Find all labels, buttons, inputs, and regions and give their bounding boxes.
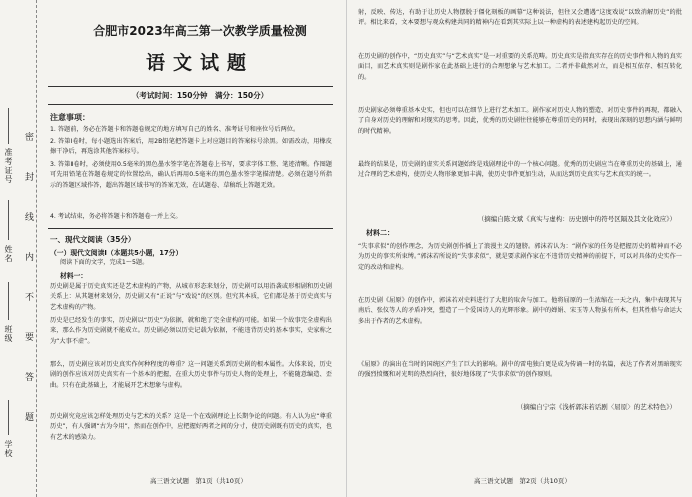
passage-paragraph: 历史剧家必须尊重基本史实，但也可以在细节上进行艺术加工。剧作家对历史人物的塑造、对历史事件的再现，都融入了自身对历史的理解和对现实的思考。因此，优秀的历史剧往往能够在尊重历史的同时，表现出深刻的思想内涵与鲜明的时代精神。	[358, 107, 682, 135]
seal-char: 要	[23, 332, 33, 343]
notice-item: 1. 答题前，务必在答题卡和答题卷规定的地方填写自己的姓名、准考证号和座位号后两位。	[50, 126, 300, 133]
page-1	[40, 0, 340, 497]
passage-paragraph: 在历史剧《屈原》的创作中，郭沫若对史料进行了大胆的取舍与加工。他将屈原的一生浓缩在一天之内，集中表现其与南后、张仪等人的矛盾冲突，塑造了一个爱国诗人的光辉形象。剧中的婵娟、宋玉等人物虽有所本，但其性格与命运大多出于作者的艺术虚构。	[358, 297, 682, 325]
notice-item: 4. 考试结束，务必将答题卡和答题卷一并上交。	[50, 213, 182, 220]
passage-paragraph: 最终的结果是，历史剧的虚实关系问题始终是戏剧理论中的一个核心问题。优秀的历史剧应当在尊重历史的基础上，通过合理的艺术虚构，使历史人物形象更加丰满，使历史事件更加生动，从而达到历史真实与艺术真实的统一。	[358, 161, 682, 179]
binding-line-id	[8, 108, 9, 144]
subsection-heading: （一）现代文阅读Ⅰ（本题共5小题，17分）	[50, 249, 183, 257]
seal-char: 线	[23, 212, 33, 223]
page-divider	[346, 0, 347, 497]
divider	[48, 104, 333, 105]
binding-label-class: 班级	[4, 325, 13, 343]
binding-line-name	[8, 200, 9, 240]
notice-item: 2. 答第Ⅰ卷时，每小题选出答案后，用2B铅笔把答题卡上对应题目的答案标号涂黑。如需改动，用橡皮擦干净后，再选涂其他答案标号。	[50, 138, 332, 156]
seal-char: 密	[23, 132, 33, 143]
passage-paragraph: “失事求似”的创作理念，为历史剧创作插上了浪漫主义的翅膀。郭沫若认为：“剧作家的任务是把握历史的精神而不必为历史的事实所束缚。”郭沫若所说的“失事求似”，就是要求剧作家在不违背历史精神的前提下，可以对具体的史实作一定的改动和虚构。	[358, 243, 682, 271]
passage-paragraph: 射，反映、传达，有助于让历史人物摆脱于僵化刻板的画幕“这种说法，但往又会遭遇“这度戏说”以致消解历史”的批评。相比来看，文本要想与观众构建共同的精神内在看到其实际上以一种虚构的表述建构起历史的空间。	[358, 9, 682, 27]
section-heading: 一、现代文阅读（35分）	[50, 235, 136, 244]
passage-paragraph: 《屈原》的演出在当时的国统区产生了巨大的影响。剧中的雷电独白更是成为传诵一时的名篇，表达了作者对黑暗现实的强烈愤慨和对光明的热烈向往，很好地体现了“失事求似”的创作原则。	[358, 361, 682, 379]
instruction: 阅读下面的文字，完成1～5题。	[60, 259, 149, 266]
source-credit: （摘编自宁宗《浅析郭沫若话剧〈屈原〉的艺术特色》）	[516, 403, 676, 411]
divider	[48, 228, 333, 229]
passage-paragraph: 那么，历史剧应该对历史真实作何种程度的尊重？这一问题关系到历史剧的根本属性。大体来说，历史剧的创作应该对历史真实有一个基本的把握，在重大历史事件与历史人物的处理上，不能随意编造、歪曲。只有在此基础上，才能展开艺术想象与虚构。	[50, 361, 332, 389]
notice-item: 3. 答第Ⅱ卷时，必须使用0.5毫米的黑色墨水签字笔在答题卷上书写，要求字体工整、笔迹清晰。作图题可先用铅笔在答题卷规定的位置绘出，确认后再用0.5毫米的黑色墨水签字笔描清楚。必须在题号所指示的答题区域作答，超出答题区域书写的答案无效，在试题卷、草稿纸上答题无效。	[50, 161, 332, 189]
exam-title: 合肥市2023年高三第一次教学质量检测	[93, 24, 307, 38]
seal-char: 不	[23, 292, 33, 303]
material-label: 材料一：	[60, 272, 88, 280]
passage-paragraph: 历史剧究竟应该怎样处理历史与艺术的关系？这是一个在戏剧理论上长期争论的问题。有人认为应“尊重历史”，有人强调“古为今用”，然而在创作中，应把握好两者之间的分寸，使历史剧既有历史的真实，也有艺术的感染力。	[50, 413, 332, 441]
page-2	[352, 0, 686, 497]
seal-char: 内	[23, 252, 33, 263]
seal-char: 封	[23, 172, 33, 183]
page-footer: 高三语文试题 第2页（共10页）	[474, 477, 571, 485]
binding-label-name: 姓名	[4, 245, 13, 263]
seal-char: 题	[23, 412, 33, 423]
notice-title: 注意事项：	[50, 113, 90, 122]
subject-title: 语文试题	[145, 52, 254, 74]
exam-info: （考试时间：150分钟 满分：150分）	[131, 91, 269, 100]
binding-label-id: 准考证号	[4, 148, 13, 184]
material-label: 材料二：	[366, 229, 394, 237]
divider	[48, 86, 333, 87]
binding-line-class	[8, 282, 9, 320]
binding-strip	[0, 0, 37, 497]
passage-paragraph: 在历史剧的创作中，“历史真实”与“艺术真实”是一对重要的关系范畴。历史真实是指真实存在的历史事件和人物的真实面目，而艺术真实则是剧作家在此基础上进行的合理想象与艺术加工。二者并非截然对立，而是相互依存、相互转化的。	[358, 53, 682, 81]
binding-line-school	[8, 400, 9, 435]
source-credit: （摘编自陈文斌《真实与虚构：历史剧中的符号区隔及其文化效应》）	[477, 215, 676, 223]
passage-paragraph: 历史是已经发生的事实，历史剧以“历史”为依据，就和绝了完全虚构的可能。如果一个故事完全虚构出来，那么作为历史剧就不能成立。历史剧必须以历史记载为依据，不能违背历史的基本事实，史家称之为“大事不虚”。	[50, 317, 332, 345]
page-footer: 高三语文试题 第1页（共10页）	[150, 477, 247, 485]
seal-char: 答	[23, 372, 33, 383]
binding-label-school: 学校	[4, 440, 13, 458]
passage-paragraph: 历史剧是属于历史真实还是艺术虚构的产物，从城市形态来划分，历史剧可以用沿袭或形相剧和历史剧关系上：从其题材来划分，历史剧又有“正说”与“戏说”的区别。但究其本质，它们都是基于历史真实与艺术虚构的产物。	[50, 283, 332, 311]
